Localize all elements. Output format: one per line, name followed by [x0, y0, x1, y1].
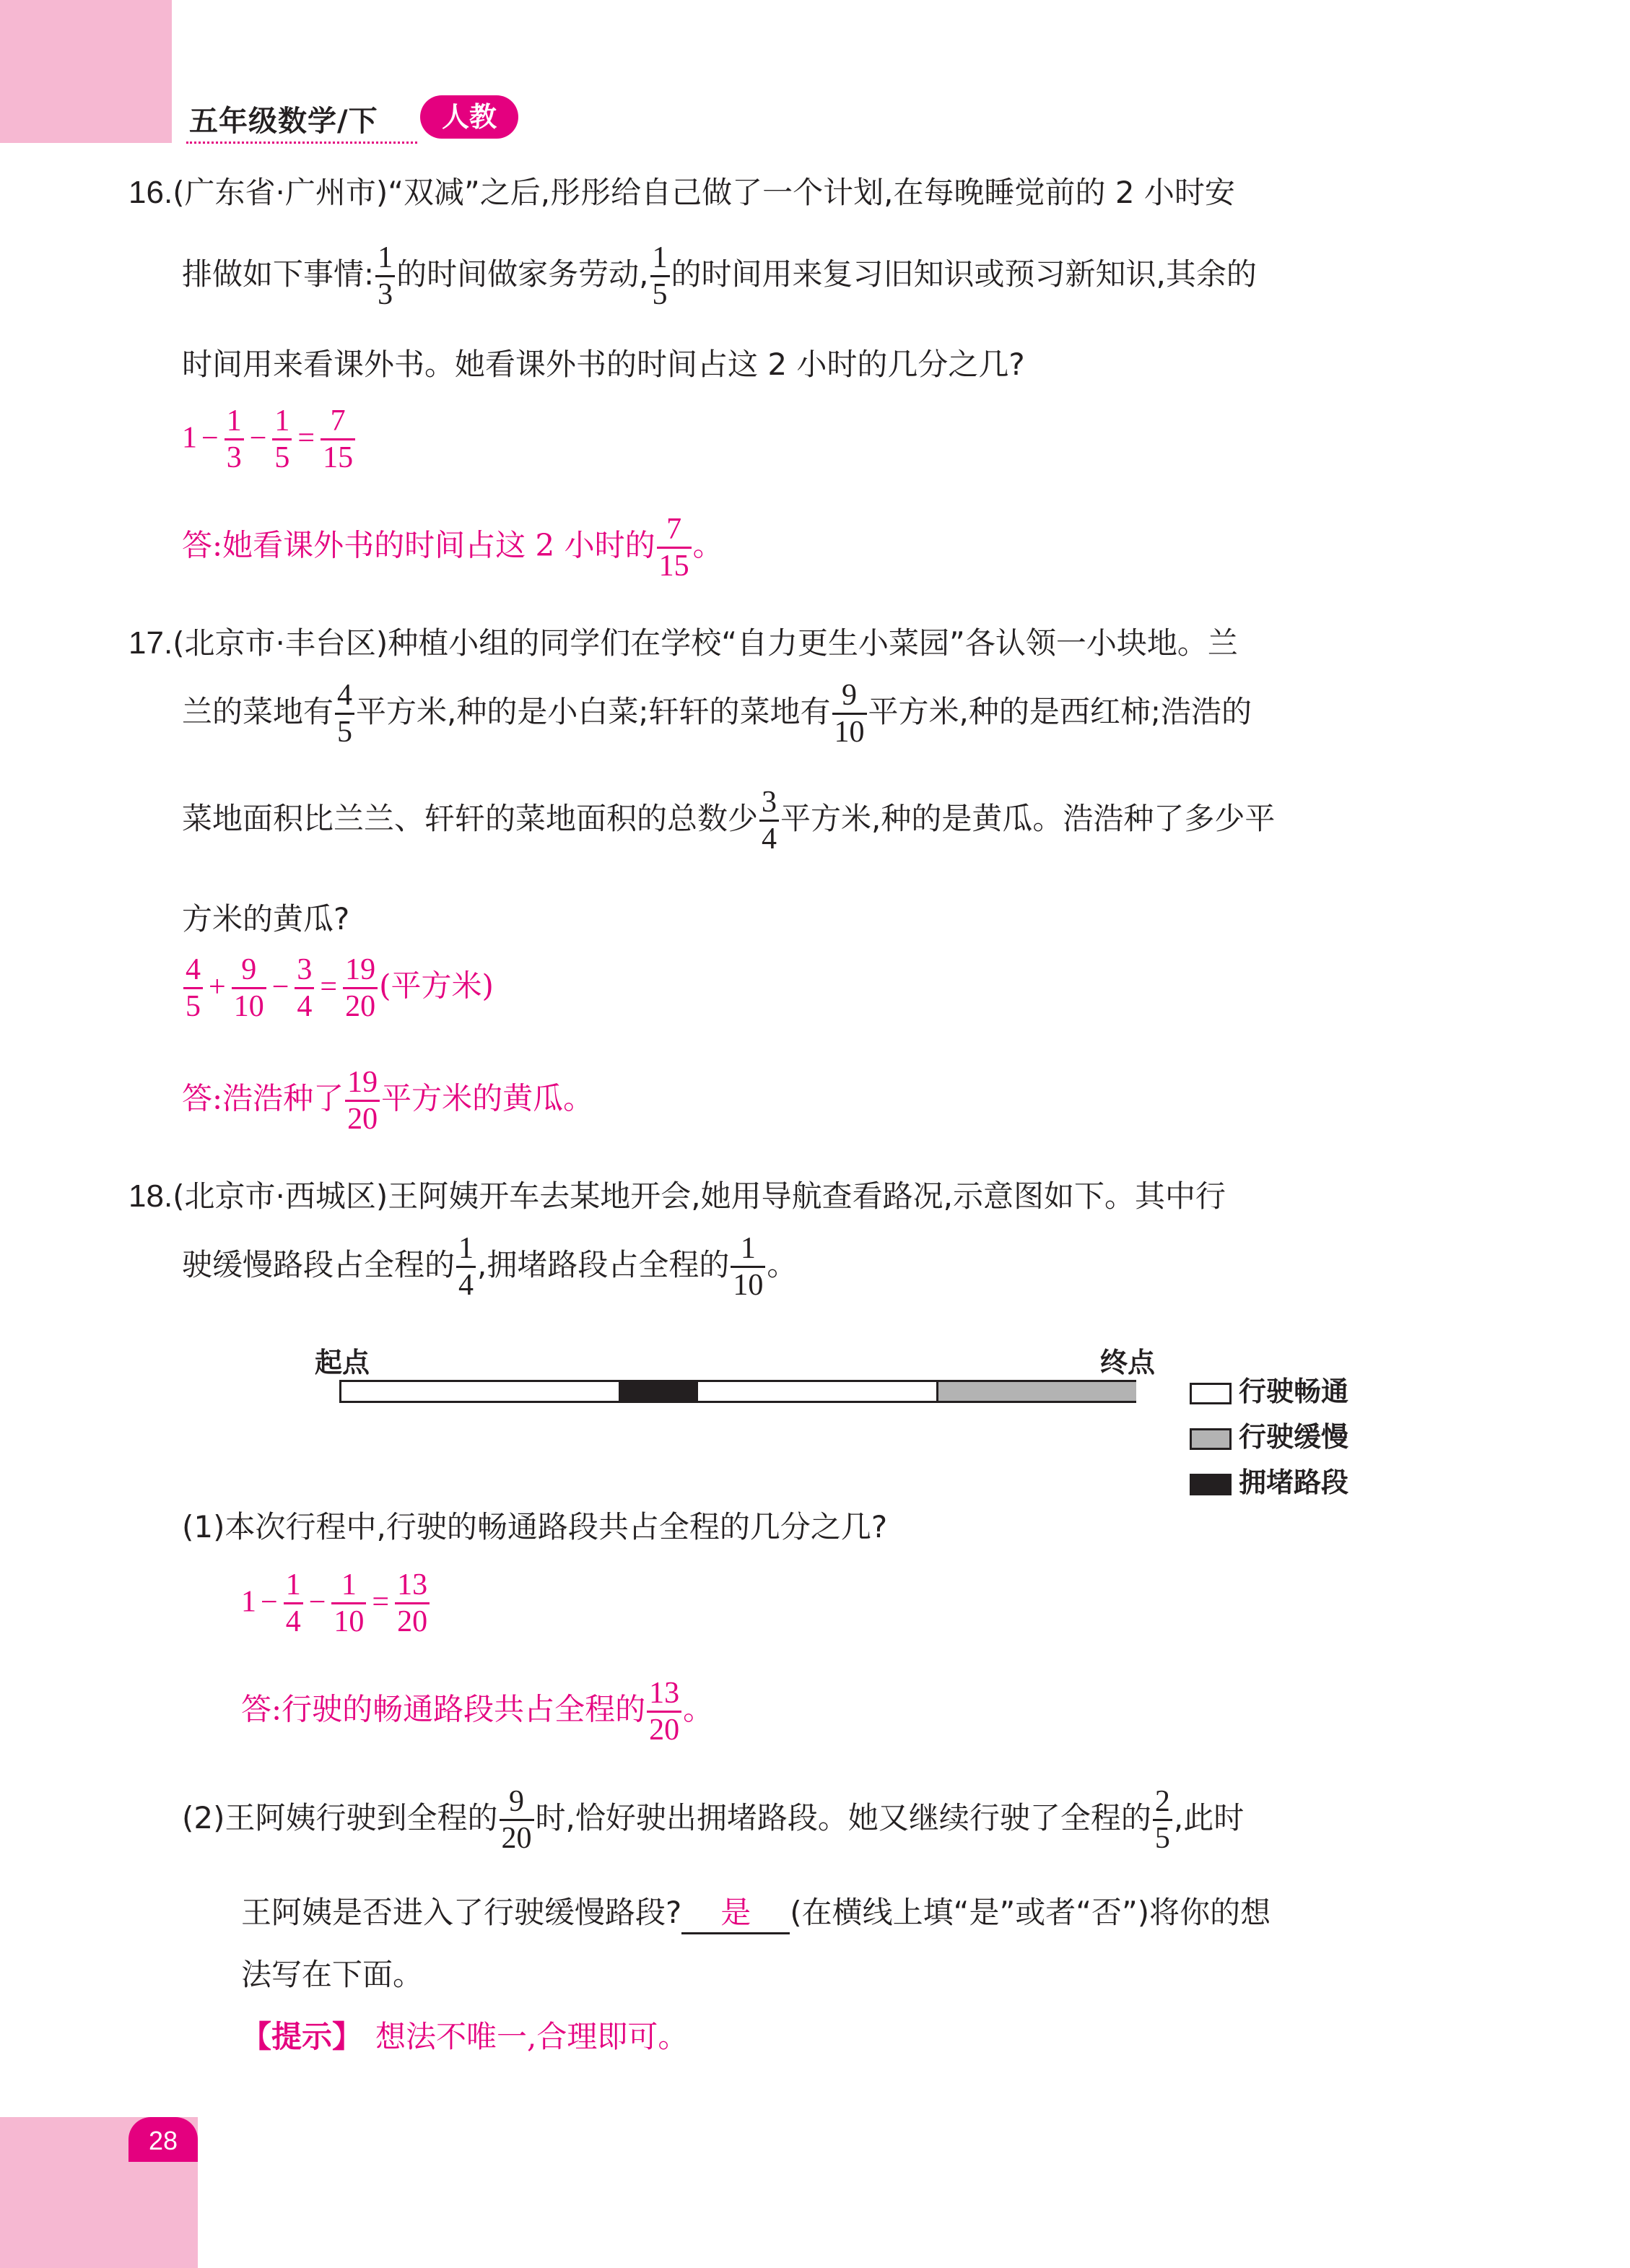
q18-part2-line-1: (2)王阿姨行驶到全程的 $\frac{9}{20}$ 时,恰好驶出拥堵路段。她又继续行驶了全程的 $\frac{2}{5}$ ,此时 [182, 1785, 1245, 1855]
hint-row [241, 2013, 688, 2056]
q18-part1-answer: 答:行驶的畅通路段共占全程的 $\frac{13}{20}$ 。 [241, 1677, 714, 1747]
q17-line-3: 菜地面积比兰兰、轩轩的菜地面积的总数少 $\frac{3}{4}$ 平方米,种的是黄瓜。浩浩种了多少平 [182, 786, 1276, 856]
q17-calculation: $\frac{4}{5}$ + $\frac{9}{10}$ − $\frac{3}{4}$ = $\frac{19}{20}$ (平方米) [182, 955, 494, 1022]
legend-label: 拥堵路段 [1239, 1467, 1349, 1498]
end-label: 终点 [1100, 1347, 1156, 1378]
hint-label: 【提示】 [241, 2019, 363, 2054]
route-segment-smooth [698, 1382, 936, 1401]
q18-part1-question: (1)本次行程中,行驶的畅通路段共占全程的几分之几? [182, 1509, 888, 1544]
q16-line-3: 时间用来看课外书。她看课外书的时间占这 2 小时的几分之几? [182, 347, 1025, 382]
route-bar [339, 1380, 1136, 1403]
hint-text: 想法不唯一,合理即可。 [375, 2019, 689, 2054]
fraction: $\frac{1}{5}$ [650, 243, 670, 310]
legend-swatch [1190, 1383, 1232, 1404]
header-corner-block [0, 0, 172, 143]
q18-part1-calculation: 1 − $\frac{1}{4}$ − $\frac{1}{10}$ = $\frac{13}{20}$ [241, 1570, 431, 1637]
fraction: $\frac{1}{3}$ [375, 243, 395, 310]
q17-answer: 答:浩浩种了 $\frac{19}{20}$ 平方米的黄瓜。 [182, 1066, 594, 1136]
q16-calculation: 1 − $\frac{1}{3}$ − $\frac{1}{5}$ = $\frac{7}{15}$ [182, 406, 357, 473]
legend-swatch [1190, 1474, 1232, 1495]
route-segment-slow [936, 1382, 1137, 1401]
header-underline [186, 142, 417, 144]
legend [1190, 1369, 1348, 1506]
q18-number: 18. [128, 1178, 173, 1214]
legend-swatch [1190, 1428, 1232, 1450]
q18-part2-line-2: 王阿姨是否进入了行驶缓慢路段? 是 (在横线上填“是”或者“否”)将你的想 [241, 1889, 1271, 1934]
book-title: 五年级数学/下 [189, 105, 378, 138]
q17-line-2: 兰的菜地有 $\frac{4}{5}$ 平方米,种的是小白菜;轩轩的菜地有 $\frac{9}{10}$ 平方米,种的是西红柿;浩浩的 [182, 679, 1252, 749]
q18-line-1: 18.(北京市·西城区)王阿姨开车去某地开会,她用导航查看路况,示意图如下。其中行 [128, 1178, 1226, 1214]
page-number: 28 [128, 2117, 198, 2162]
start-label: 起点 [315, 1347, 370, 1378]
route-segment-jam [619, 1382, 698, 1401]
legend-item-smooth [1190, 1369, 1348, 1409]
route-segment-smooth [341, 1382, 619, 1401]
edition-badge: 人教 [420, 95, 518, 139]
legend-label: 行驶畅通 [1239, 1376, 1349, 1407]
q16-line-2: 排做如下事情: $\frac{1}{3}$ 的时间做家务劳动, $\frac{1}{5}$ 的时间用来复习旧知识或预习新知识,其余的 [182, 241, 1257, 311]
q18-part2-line-3: 法写在下面。 [241, 1957, 424, 1992]
legend-label: 行驶缓慢 [1239, 1421, 1349, 1453]
q17-line-4: 方米的黄瓜? [182, 901, 350, 937]
q17-number: 17. [128, 625, 173, 661]
answer-blank[interactable]: 是 [681, 1889, 790, 1934]
q16-line-1: 16.(广东省·广州市)“双减”之后,彤彤给自己做了一个计划,在每晚睡觉前的 2 小时安 [128, 175, 1235, 210]
q17-line-1: 17.(北京市·丰台区)种植小组的同学们在学校“自力更生小菜园”各认领一小块地。兰 [128, 625, 1238, 661]
q16-answer: 答:她看课外书的时间占这 2 小时的 $\frac{7}{15}$ 。 [182, 513, 723, 583]
q18-line-2: 驶缓慢路段占全程的 $\frac{1}{4}$ ,拥堵路段占全程的 $\frac{1}{10}$ 。 [182, 1232, 798, 1302]
legend-item-jam [1190, 1460, 1348, 1500]
q16-number: 16. [128, 175, 173, 210]
legend-item-slow [1190, 1415, 1348, 1454]
